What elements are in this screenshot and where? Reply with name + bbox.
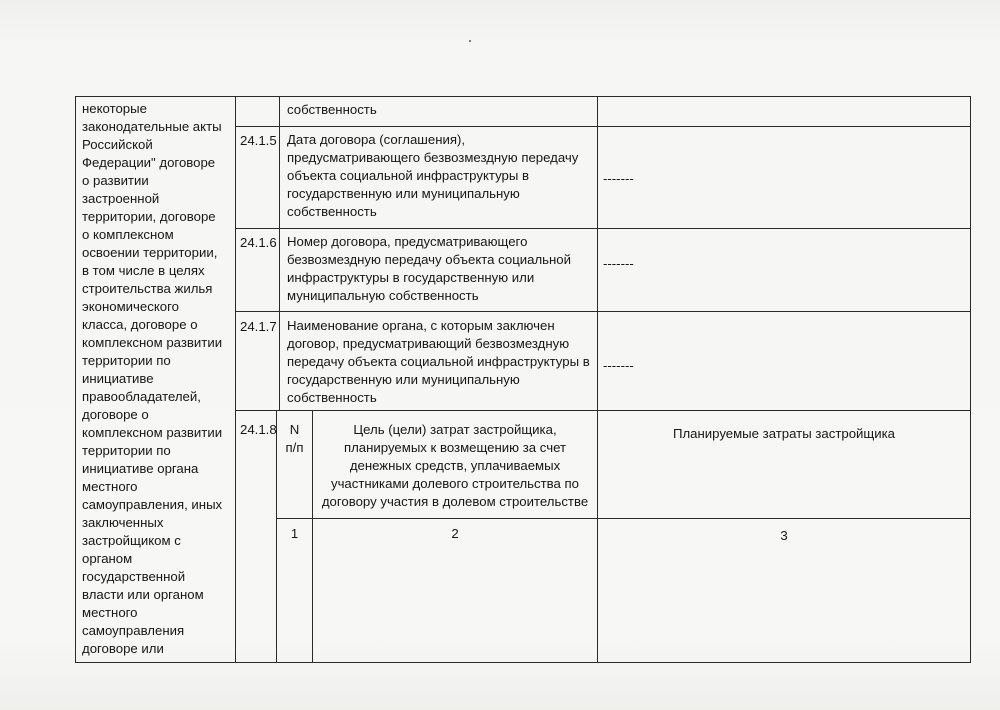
left-line: инициативе органа [82, 461, 199, 476]
left-line: власти или органом [82, 587, 204, 602]
header-np: N [289, 422, 300, 437]
col-number-1: 1 [290, 526, 299, 541]
left-line: территории по [82, 353, 171, 368]
left-line: правообладателей, [82, 389, 201, 404]
row-number: 24.1.5 [240, 133, 277, 148]
row-description-line: муниципальную собственность [287, 288, 479, 303]
left-line: договоре или [82, 641, 164, 656]
scan-speck [469, 40, 471, 42]
header-goal-line: Цель (цели) затрат застройщика, [353, 422, 557, 437]
left-line: местного [82, 605, 138, 620]
left-line: Федерации" договоре [82, 155, 216, 170]
left-line: о развитии [82, 173, 149, 188]
left-line: экономического [82, 299, 179, 314]
row-description-line: Наименование органа, с которым заключен [287, 318, 555, 333]
row-description-line: безвозмездную передачу объекта социальной [287, 252, 572, 267]
left-line: самоуправления, иных [82, 497, 223, 512]
row-description-line: государственную или муниципальную [287, 372, 520, 387]
left-line: государственной [82, 569, 186, 584]
header-goal-line: договору участия в долевом строительстве [321, 494, 589, 509]
left-line: освоении территории, [82, 245, 218, 260]
header-goal-line: участниками долевого строительства по [330, 476, 580, 491]
row-number: 24.1.8 [240, 422, 277, 437]
left-line: комплексном развитии [82, 425, 223, 440]
left-line: комплексном развитии [82, 335, 223, 350]
col-number-2: 2 [451, 526, 459, 541]
row-description-line: собственность [287, 102, 377, 117]
header-np: п/п [285, 440, 304, 455]
row-number: 24.1.7 [240, 319, 277, 334]
left-line: о комплексном [82, 227, 174, 242]
left-line: инициативе [82, 371, 154, 386]
row-description-line: объекта социальной инфраструктуры в [287, 168, 529, 183]
row-description-line: договор, предусматривающий безвозмездную [287, 336, 570, 351]
left-line: заключенных [82, 515, 164, 530]
left-line: территории, договоре [82, 209, 216, 224]
header-goal-line: планируемых к возмещению за счет [343, 440, 567, 455]
row-description-line: собственность [287, 204, 377, 219]
left-line: класса, договоре о [82, 317, 198, 332]
left-line: некоторые [82, 101, 147, 116]
left-line: договоре о [82, 407, 149, 422]
row-description-line: инфраструктуры в государственную или [287, 270, 535, 285]
left-line: законодательные акты [82, 119, 222, 134]
left-line: застройщиком с [82, 533, 181, 548]
left-line: самоуправления [82, 623, 185, 638]
row-description-line: собственность [287, 390, 377, 405]
header-goal-line: денежных средств, уплачиваемых [349, 458, 561, 473]
row-description-line: Номер договора, предусматривающего [287, 234, 528, 249]
left-line: Российской [82, 137, 153, 152]
row-value: ------- [603, 171, 634, 186]
left-line: органом [82, 551, 133, 566]
row-description-line: передачу объекта социальной инфраструктуры в [287, 354, 590, 369]
row-number: 24.1.6 [240, 235, 277, 250]
row-value: ------- [603, 256, 634, 271]
left-line: строительства жилья [82, 281, 213, 296]
row-description-line: Дата договора (соглашения), [287, 132, 466, 147]
row-description-line: государственную или муниципальную [287, 186, 520, 201]
left-line: местного [82, 479, 138, 494]
header-costs: Планируемые затраты застройщика [672, 426, 896, 441]
col-number-3: 3 [780, 528, 788, 543]
left-line: застроенной [82, 191, 160, 206]
row-description-line: предусматривающего безвозмездную передачу [287, 150, 579, 165]
row-value: ------- [603, 358, 634, 373]
left-line: в том числе в целях [82, 263, 205, 278]
left-line: территории по [82, 443, 171, 458]
